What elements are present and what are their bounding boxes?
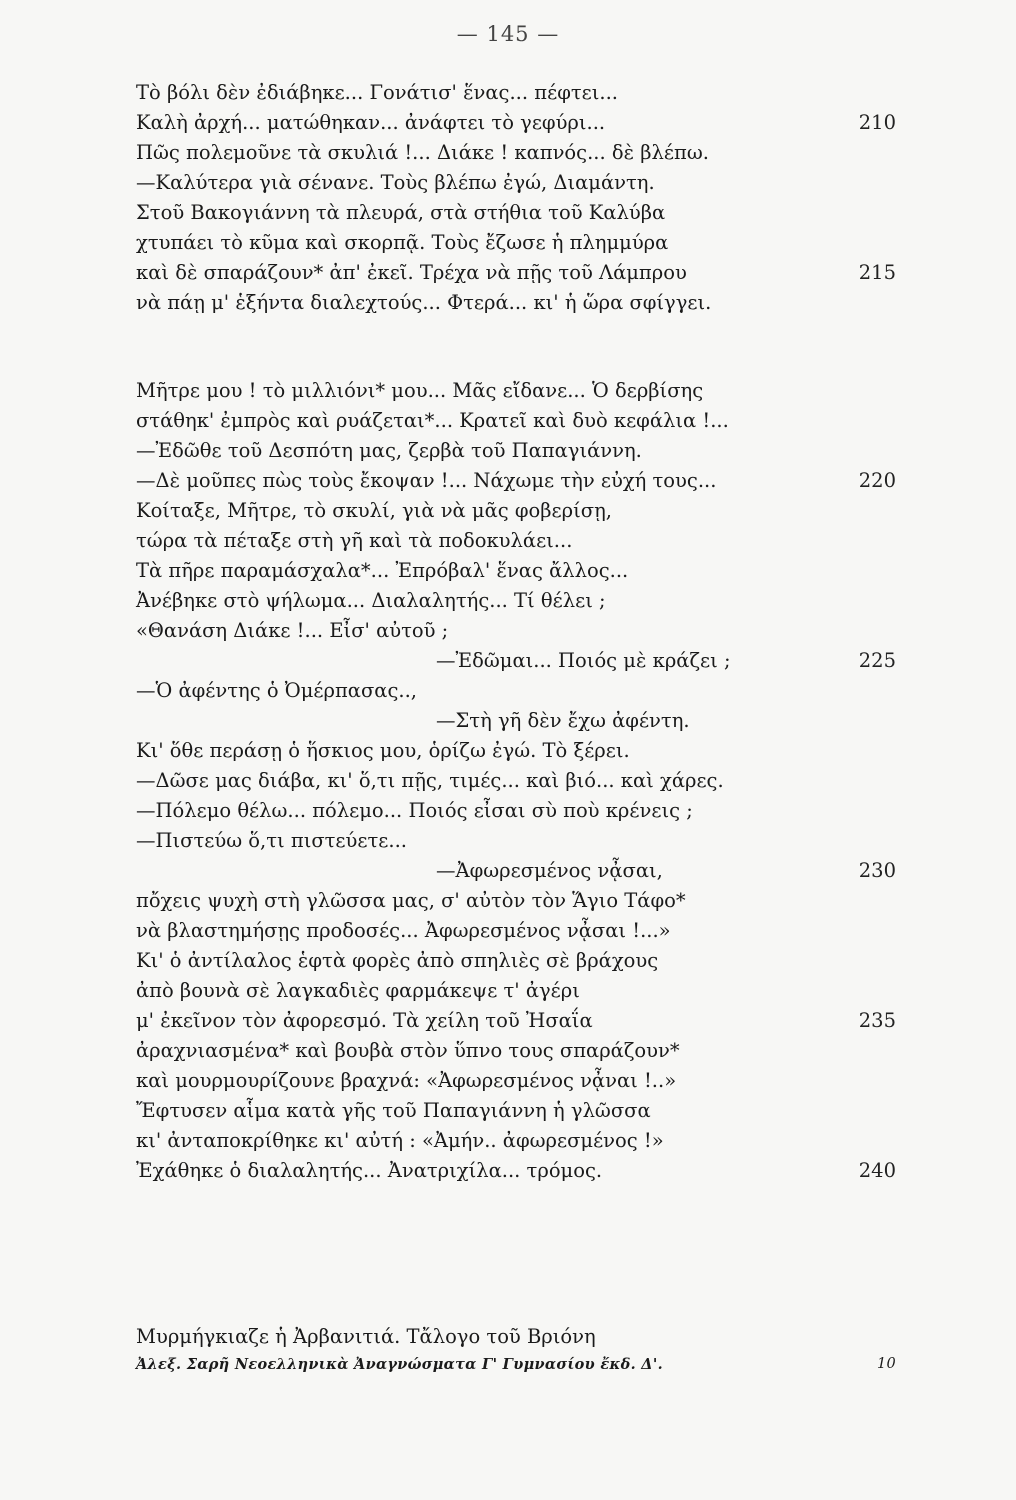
poem-line	[136, 496, 896, 526]
poem-line-text: Πῶς πολεμοῦνε τὰ σκυλιά !... Διάκε ! καπνός... δὲ βλέπω.	[136, 141, 709, 164]
poem-line	[136, 288, 896, 318]
line-number: 215	[858, 261, 896, 284]
poem-line	[136, 138, 896, 168]
poem-line	[136, 886, 896, 916]
poem-line-text: Τὸ βόλι δὲν ἐδιάβηκε... Γονάτισ' ἕνας... πέφτει...	[136, 81, 618, 104]
closing-line-text: Μυρμήγκιαζε ἡ Ἀρβανιτιά. Τἄλογο τοῦ Βριόνη	[136, 1325, 596, 1348]
poem-line-text: Κι' ὅθε περάσῃ ὁ ἥσκιος μου, ὁρίζω ἐγώ. Τὸ ξέρει.	[136, 739, 630, 762]
poem-line	[136, 168, 896, 198]
poem-line-text: —Ὁ ἀφέντης ὁ Ὀμέρπασας..,	[136, 679, 417, 702]
poem-line	[136, 1066, 896, 1096]
poem-line	[136, 916, 896, 946]
poem-line	[136, 1006, 896, 1036]
poem-line	[136, 766, 896, 796]
poem-line-text: Στοῦ Βακογιάννη τὰ πλευρά, στὰ στήθια τοῦ Καλύβα	[136, 201, 666, 224]
page-number-value: 145	[486, 22, 530, 46]
poem-line	[136, 1322, 896, 1352]
poem-line-text: Καλὴ ἀρχή... ματώθηκαν... ἀνάφτει τὸ γεφύρι...	[136, 111, 606, 134]
poem-line	[136, 646, 896, 676]
poem-line-text: Ἐχάθηκε ὁ διαλαλητής... Ἀνατριχίλα... τρόμος.	[136, 1159, 603, 1182]
line-number: 210	[858, 111, 896, 134]
poem-line-text: ἀπὸ βουνὰ σὲ λαγκαδιὲς φαρμάκεψε τ' ἀγέρι	[136, 979, 580, 1002]
line-number: 240	[858, 1159, 896, 1182]
poem-line	[136, 736, 896, 766]
poem-line	[136, 78, 896, 108]
poem-line	[136, 258, 896, 288]
poem-line	[136, 976, 896, 1006]
line-number: 220	[858, 469, 896, 492]
poem-line-text: καὶ δὲ σπαράζουν* ἀπ' ἐκεῖ. Τρέχα νὰ πῇς τοῦ Λάμπρου	[136, 261, 687, 284]
footer-citation	[136, 1356, 896, 1373]
poem-line-text: —Πόλεμο θέλω... πόλεμο... Ποιός εἶσαι σὺ ποὺ κρένεις ;	[136, 799, 693, 822]
poem-line-text: χτυπάει τὸ κῦμα καὶ σκορπᾷ. Τοὺς ἔζωσε ἡ πλημμύρα	[136, 231, 669, 254]
poem-line-text: στάθηκ' ἐμπρὸς καὶ ρυάζεται*... Κρατεῖ καὶ δυὸ κεφάλια !...	[136, 409, 729, 432]
poem-line-text: —Καλύτερα γιὰ σένανε. Τοὺς βλέπω ἐγώ, Διαμάντη.	[136, 171, 655, 194]
poem-line-text: κι' ἀνταποκρίθηκε κι' αὐτή : «Ἀμήν.. ἀφωρεσμένος !»	[136, 1129, 664, 1152]
poem-line	[136, 1036, 896, 1066]
poem-line	[136, 108, 896, 138]
poem-line-text: τώρα τὰ πέταξε στὴ γῆ καὶ τὰ ποδοκυλάει...	[136, 529, 573, 552]
poem-line-text: πὄχεις ψυχὴ στὴ γλῶσσα μας, σ' αὐτὸν τὸν Ἅγιο Τάφο*	[136, 889, 686, 912]
poem-line	[136, 556, 896, 586]
poem-line	[136, 706, 896, 736]
page-number-dash-right: —	[529, 22, 560, 46]
closing-stanza	[136, 1322, 896, 1352]
line-number: 230	[858, 859, 896, 882]
line-number: 225	[858, 649, 896, 672]
poem-line-text: —Ἐδῶμαι... Ποιός μὲ κράζει ;	[436, 649, 731, 672]
page-number-dash-left: —	[456, 22, 487, 46]
poem-line-text: Τὰ πῆρε παραμάσχαλα*... Ἐπρόβαλ' ἕνας ἄλλος...	[136, 559, 629, 582]
poem-line-text: «Θανάση Διάκε !... Εἶσ' αὐτοῦ ;	[136, 619, 449, 642]
poem-line	[136, 436, 896, 466]
line-number: 235	[858, 1009, 896, 1032]
poem-line-text: Κι' ὁ ἀντίλαλος ἑφτὰ φορὲς ἀπὸ σπηλιὲς σὲ βράχους	[136, 949, 659, 972]
poem-line	[136, 586, 896, 616]
page-number	[0, 22, 1016, 46]
poem-line-text: —Ἐδῶθε τοῦ Δεσπότη μας, ζερβὰ τοῦ Παπαγιάννη.	[136, 439, 642, 462]
poem-line	[136, 676, 896, 706]
poem-line	[136, 1096, 896, 1126]
poem-line	[136, 1156, 896, 1186]
poem-line-text: νὰ πάῃ μ' ἑξήντα διαλεχτούς... Φτερά... κι' ἡ ὥρα σφίγγει.	[136, 291, 712, 314]
footer-page-number: 10	[876, 1356, 896, 1372]
stanza-1	[136, 78, 896, 318]
poem-line	[136, 198, 896, 228]
poem-line	[136, 406, 896, 436]
footer-text: Ἀλεξ. Σαρῆ Νεοελληνικὰ Ἀναγνώσματα Γ' Γυμνασίου ἔκδ. Δ'.	[136, 1356, 663, 1373]
poem-line	[136, 616, 896, 646]
poem-line	[136, 1126, 896, 1156]
poem-line	[136, 796, 896, 826]
poem-line	[136, 376, 896, 406]
poem-line	[136, 856, 896, 886]
poem-line-text: —Δὲ μοῦπες πὼς τοὺς ἔκοψαν !... Νάχωμε τὴν εὐχή τους...	[136, 469, 717, 492]
poem-line-text: —Πιστεύω ὅ,τι πιστεύετε...	[136, 829, 407, 852]
poem-line-text: —Ἀφωρεσμένος νᾆσαι,	[436, 859, 663, 882]
poem-line	[136, 826, 896, 856]
poem-line	[136, 526, 896, 556]
poem-line-text: ἀραχνιασμένα* καὶ βουβὰ στὸν ὕπνο τους σπαράζουν*	[136, 1039, 680, 1062]
poem-line-text: —Δῶσε μας διάβα, κι' ὅ,τι πῇς, τιμές... καὶ βιό... καὶ χάρες.	[136, 769, 724, 792]
poem-line-text: καὶ μουρμουρίζουνε βραχνά: «Ἀφωρεσμένος νᾆναι !..»	[136, 1069, 677, 1092]
poem-line-text: Ἀνέβηκε στὸ ψήλωμα... Διαλαλητής... Τί θέλει ;	[136, 589, 606, 612]
stanza-2	[136, 376, 896, 1186]
poem-line-text: μ' ἐκεῖνον τὸν ἀφορεσμό. Τὰ χείλη τοῦ Ἠσαΐα	[136, 1009, 593, 1032]
poem-line-text: Ἔφτυσεν αἷμα κατὰ γῆς τοῦ Παπαγιάννη ἡ γλῶσσα	[136, 1099, 651, 1122]
poem-line	[136, 228, 896, 258]
poem-line-text: Μῆτρε μου ! τὸ μιλλιόνι* μου... Μᾶς εἴδανε... Ὁ δερβίσης	[136, 379, 704, 402]
poem-line-text: —Στὴ γῆ δὲν ἔχω ἀφέντη.	[436, 709, 690, 732]
poem-line	[136, 946, 896, 976]
poem-line	[136, 466, 896, 496]
poem-line-text: Κοίταξε, Μῆτρε, τὸ σκυλί, γιὰ νὰ μᾶς φοβερίσῃ,	[136, 499, 612, 522]
poem-line-text: νὰ βλαστημήσῃς προδοσές... Ἀφωρεσμένος νᾆσαι !...»	[136, 919, 671, 942]
